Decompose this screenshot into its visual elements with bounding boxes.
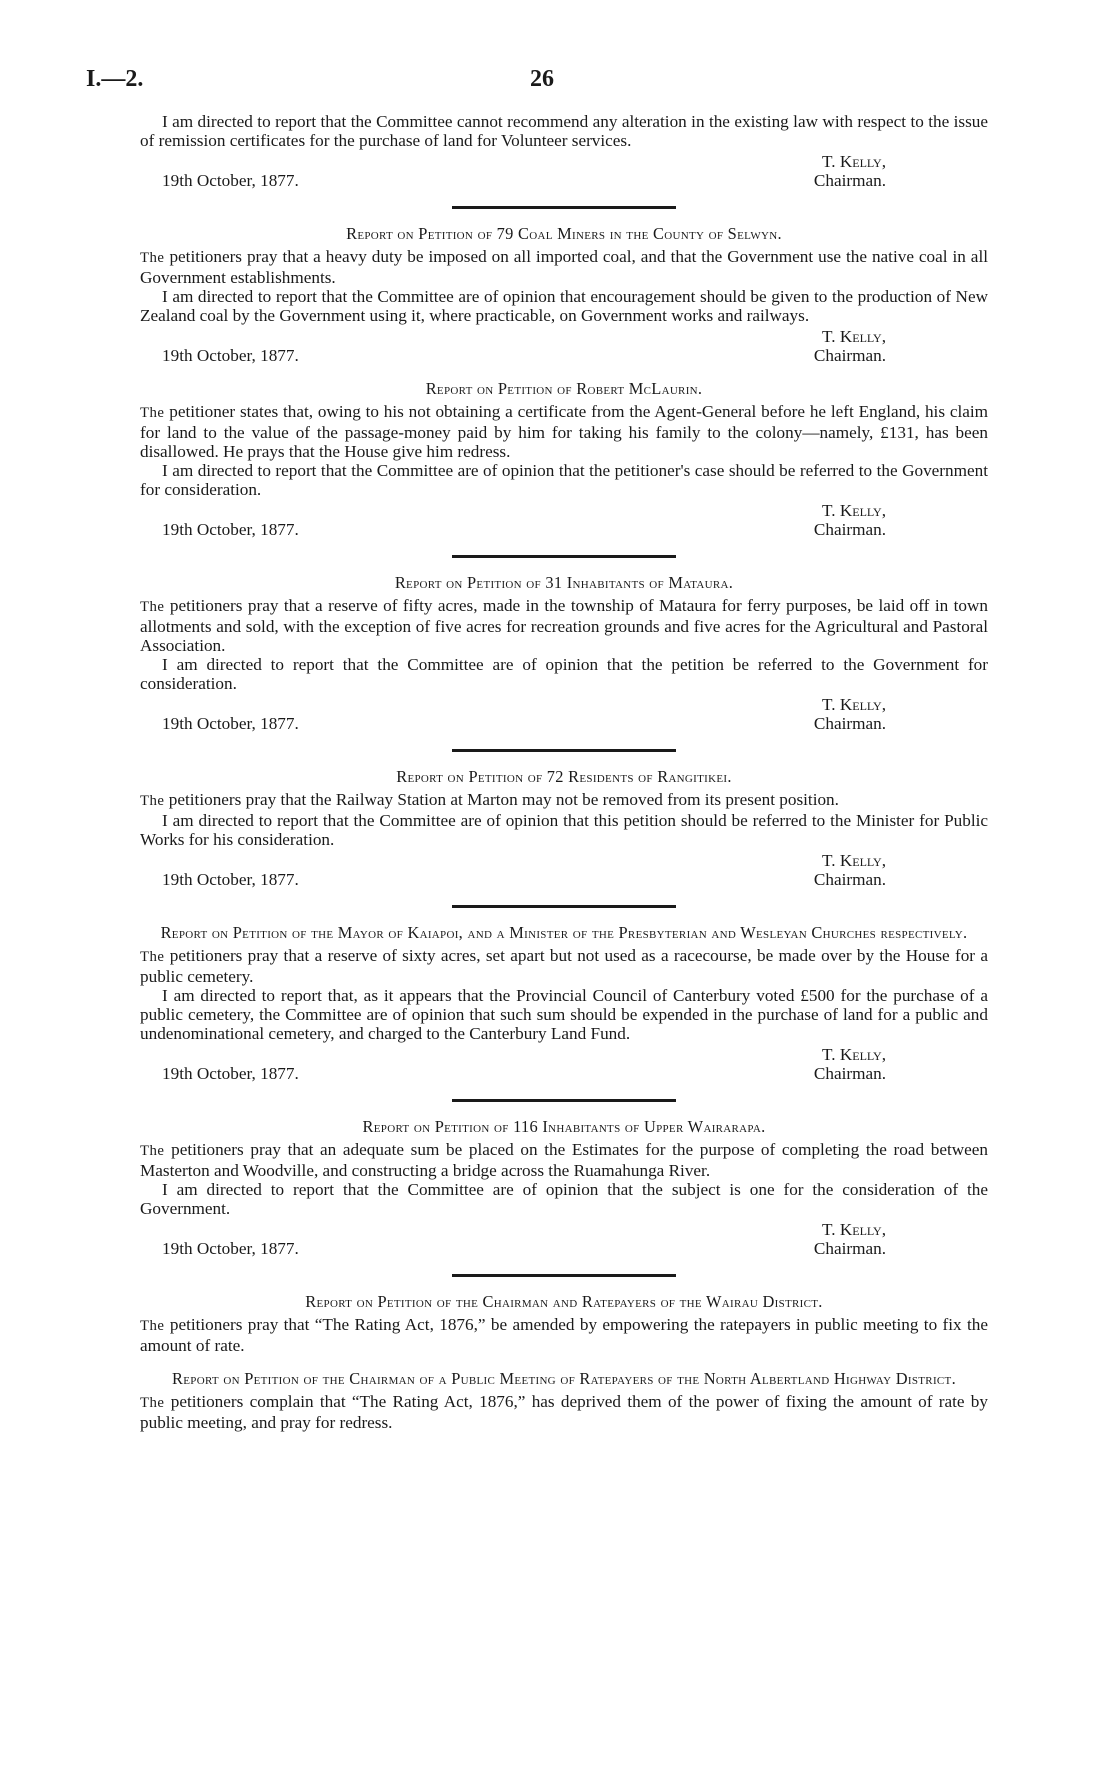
signature-role: Chairman. <box>813 1064 886 1083</box>
report-date: 19th October, 1877. <box>162 870 299 889</box>
petition-body: petitioners pray that a heavy duty be imposed on all imported coal, and that the Government use the native coal in all Government establishments. <box>140 247 988 287</box>
signature-role: Chairman. <box>813 714 886 733</box>
lead-word: The <box>140 1143 165 1159</box>
section-divider <box>452 555 676 558</box>
report-section <box>140 1369 988 1432</box>
report-date: 19th October, 1877. <box>162 346 299 365</box>
report-finding: I am directed to report that the Committee are of opinion that the petitioner's case should be referred to the Government for consideration. <box>140 461 988 499</box>
report-date: 19th October, 1877. <box>162 171 299 190</box>
signature-block <box>140 327 988 365</box>
report-date: 19th October, 1877. <box>162 714 299 733</box>
signature-name: T. Kelly, <box>822 327 886 346</box>
lead-word: The <box>140 1395 165 1411</box>
report-section <box>140 923 988 1083</box>
report-title: Report on Petition of 79 Coal Miners in the County of Selwyn. <box>346 224 782 243</box>
lead-word: The <box>140 949 165 965</box>
report-finding: I am directed to report that the Committee are of opinion that encouragement should be given to the production of New Zealand coal by the Government using it, where practicable, on Government works and railways. <box>140 287 988 325</box>
petition-text <box>140 247 988 287</box>
petition-text <box>140 790 988 811</box>
report-title: Report on Petition of the Chairman and Ratepayers of the Wairau District. <box>305 1292 823 1311</box>
lead-word: The <box>140 405 165 421</box>
petition-body: petitioners pray that a reserve of fifty acres, made in the township of Mataura for ferry purposes, be laid off in town allotments and sold, with the exception of five acres for recreation grounds and five acres for the Agricultural and Pastoral Association. <box>140 596 988 655</box>
section-divider <box>452 1099 676 1102</box>
signature-role: Chairman. <box>813 1239 886 1258</box>
petition-text <box>140 1315 988 1355</box>
signature-name: T. Kelly, <box>822 1045 886 1064</box>
report-section <box>140 573 988 733</box>
lead-word: The <box>140 250 165 266</box>
petition-text <box>140 946 988 986</box>
petition-text <box>140 596 988 655</box>
report-date: 19th October, 1877. <box>162 520 299 539</box>
report-finding: I am directed to report that, as it appears that the Provincial Council of Canterbury voted £500 for the purchase of a public cemetery, the Committee are of opinion that such sum should be expended in the purchase of land for a public and undenominational cemetery, and charged to the Canterbury Land Fund. <box>140 986 988 1043</box>
report-section <box>140 224 988 365</box>
signature-name: T. Kelly, <box>822 851 886 870</box>
report-section <box>140 767 988 889</box>
petition-body: petitioner states that, owing to his not obtaining a certificate from the Agent-General before he left England, his claim for land to the value of the passage-money paid by him for taking his family to the colony—namely, £131, has been disallowed. He prays that the House give him redress. <box>140 402 988 461</box>
signature-role: Chairman. <box>813 346 886 365</box>
report-title: Report on Petition of the Chairman of a Public Meeting of Ratepayers of the North Albertland Highway District. <box>172 1369 956 1388</box>
signature-block <box>140 152 988 190</box>
page-header <box>86 66 986 96</box>
signature-name: T. Kelly, <box>822 501 886 520</box>
petition-body: petitioners pray that “The Rating Act, 1876,” be amended by empowering the ratepayers in public meeting to fix the amount of rate. <box>140 1315 988 1355</box>
report-title: Report on Petition of 72 Residents of Rangitikei. <box>396 767 732 786</box>
section-divider <box>452 905 676 908</box>
report-finding: I am directed to report that the Committee are of opinion that the subject is one for the consideration of the Government. <box>140 1180 988 1218</box>
signature-block <box>140 501 988 539</box>
report-finding: I am directed to report that the Committee are of opinion that this petition should be referred to the Minister for Public Works for his consideration. <box>140 811 988 849</box>
report-title: Report on Petition of 31 Inhabitants of Mataura. <box>394 573 734 592</box>
signature-block <box>140 1220 988 1258</box>
signature-name: T. Kelly, <box>822 695 886 714</box>
report-finding: I am directed to report that the Committee are of opinion that the petition be referred to the Government for consideration. <box>140 655 988 693</box>
signature-block <box>140 851 988 889</box>
report-section <box>140 379 988 539</box>
petition-body: petitioners pray that a reserve of sixty acres, set apart but not used as a racecourse, be made over by the House for a public cemetery. <box>140 946 988 986</box>
report-title: Report on Petition of Robert McLaurin. <box>425 379 703 398</box>
signature-name: T. Kelly, <box>822 1220 886 1239</box>
section-divider <box>452 1274 676 1277</box>
signature-role: Chairman. <box>813 171 886 190</box>
report-title: Report on Petition of the Mayor of Kaiapoi, and a Minister of the Presbyterian and Wesleyan Churches respectively. <box>160 923 968 942</box>
report-finding: I am directed to report that the Committee cannot recommend any alteration in the existing law with respect to the issue of remission certificates for the purchase of land for Volunteer services. <box>140 112 988 150</box>
report-date: 19th October, 1877. <box>162 1239 299 1258</box>
signature-role: Chairman. <box>813 520 886 539</box>
section-divider <box>452 749 676 752</box>
petition-body: petitioners pray that an adequate sum be placed on the Estimates for the purpose of completing the road between Masterton and Woodville, and constructing a bridge across the Ruamahunga River. <box>140 1140 988 1180</box>
petition-body: petitioners complain that “The Rating Act, 1876,” has deprived them of the power of fixing the amount of rate by public meeting, and pray for redress. <box>140 1392 988 1432</box>
petition-text <box>140 1140 988 1180</box>
page-reference: I.—2. <box>86 66 144 92</box>
signature-block <box>140 1045 988 1083</box>
report-title: Report on Petition of 116 Inhabitants of Upper Wairarapa. <box>362 1117 766 1136</box>
signature-role: Chairman. <box>813 870 886 889</box>
report-section <box>140 1117 988 1258</box>
petition-body: petitioners pray that the Railway Station at Marton may not be removed from its present position. <box>164 790 839 809</box>
intro-report <box>140 112 988 190</box>
petition-text <box>140 1392 988 1432</box>
signature-name: T. Kelly, <box>822 152 886 171</box>
lead-word: The <box>140 1318 165 1334</box>
document-body <box>140 112 988 1432</box>
petition-text <box>140 402 988 461</box>
lead-word: The <box>140 793 165 809</box>
lead-word: The <box>140 599 165 615</box>
page-number: 26 <box>530 66 554 92</box>
report-date: 19th October, 1877. <box>162 1064 299 1083</box>
signature-block <box>140 695 988 733</box>
section-divider <box>452 206 676 209</box>
report-section <box>140 1292 988 1355</box>
